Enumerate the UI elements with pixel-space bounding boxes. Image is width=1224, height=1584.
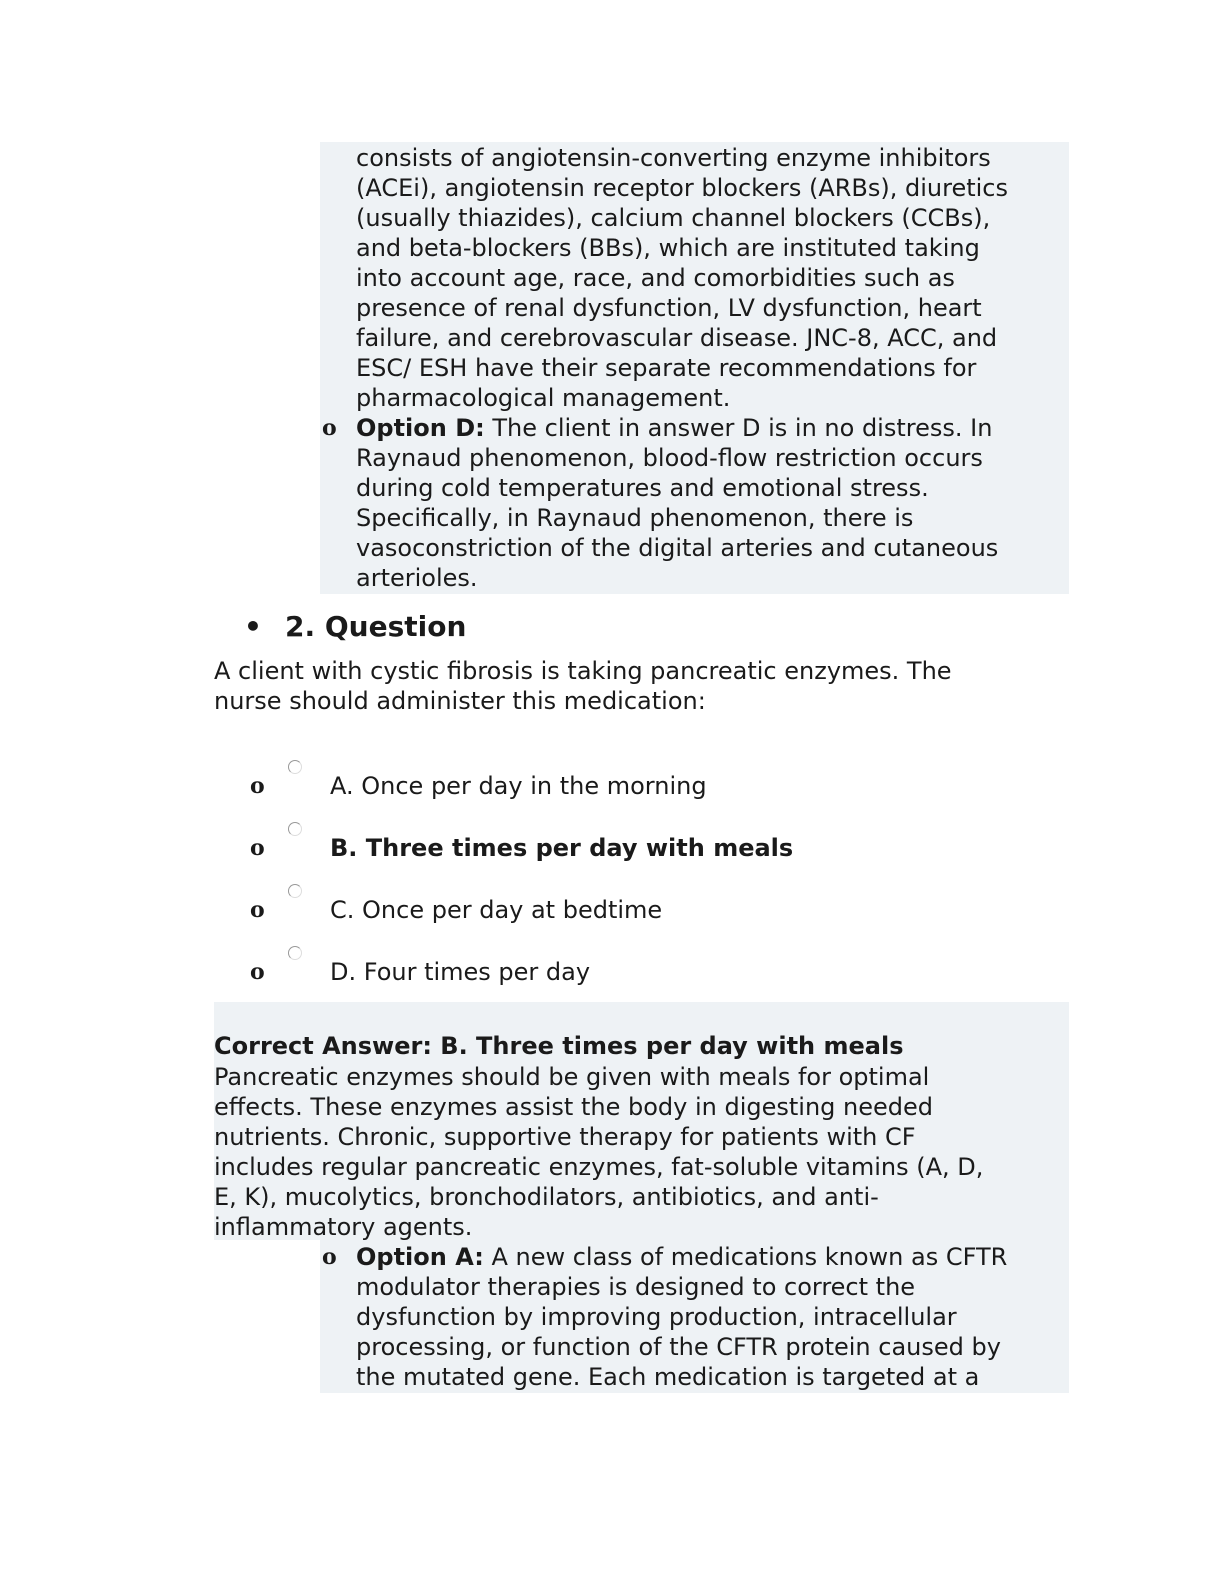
question-heading: 2. Question [285,610,467,643]
explanation-line: failure, and cerebrovascular disease. JNC-8, ACC, and [356,324,998,352]
option-d-line: Raynaud phenomenon, blood-flow restriction occurs [356,444,983,472]
answer-explanation-line: includes regular pancreatic enzymes, fat-soluble vitamins (A, D, [214,1153,984,1181]
list-marker: o [250,959,265,985]
answer-option-a: A. Once per day in the morning [330,772,707,800]
answer-option-d: D. Four times per day [330,958,591,986]
option-a-line: modulator therapies is designed to correct the [356,1273,916,1301]
explanation-line: pharmacological management. [356,384,731,412]
answer-radio[interactable] [288,884,302,898]
question-text: nurse should administer this medication: [214,687,706,715]
answer-radio[interactable] [288,946,302,960]
correct-answer-label: Correct Answer: B. Three times per day with meals [214,1032,904,1060]
question-bullet: • [244,610,262,643]
answer-option-c: C. Once per day at bedtime [330,896,663,924]
question-text: A client with cystic fibrosis is taking pancreatic enzymes. The [214,657,952,685]
option-a-line: processing, or function of the CFTR protein caused by [356,1333,1001,1361]
explanation-line: and beta-blockers (BBs), which are instituted taking [356,234,980,262]
option-d-label: Option D: [356,414,485,442]
list-marker: o [250,835,265,861]
explanation-line: (usually thiazides), calcium channel blockers (CCBs), [356,204,991,232]
option-a-line [356,1242,1007,1272]
option-d-line: Specifically, in Raynaud phenomenon, there is [356,504,914,532]
option-a-line: the mutated gene. Each medication is targeted at a [356,1363,980,1391]
answer-radio[interactable] [288,822,302,836]
option-d-text: The client in answer D is in no distress. In [484,414,993,442]
explanation-line: (ACEi), angiotensin receptor blockers (ARBs), diuretics [356,174,1008,202]
list-marker: o [250,897,265,923]
explanation-line: consists of angiotensin-converting enzyme inhibitors [356,144,991,172]
answer-option-b: B. Three times per day with meals [330,834,794,862]
answer-radio[interactable] [288,760,302,774]
answer-explanation-line: nutrients. Chronic, supportive therapy for patients with CF [214,1123,916,1151]
explanation-line: ESC/ ESH have their separate recommendations for [356,354,977,382]
answer-explanation-line: Pancreatic enzymes should be given with meals for optimal [214,1063,930,1091]
list-marker: o [322,1244,337,1270]
answer-explanation-line: inflammatory agents. [214,1213,473,1241]
option-a-line: dysfunction by improving production, intracellular [356,1303,957,1331]
option-d-line: vasoconstriction of the digital arteries and cutaneous [356,534,999,562]
list-marker: o [322,415,337,441]
explanation-line: into account age, race, and comorbidities such as [356,264,955,292]
explanation-line: presence of renal dysfunction, LV dysfunction, heart [356,294,982,322]
option-a-text: A new class of medications known as CFTR [483,1243,1008,1271]
answer-explanation-line: E, K), mucolytics, bronchodilators, antibiotics, and anti- [214,1183,879,1211]
answer-explanation-line: effects. These enzymes assist the body in digesting needed [214,1093,933,1121]
list-marker: o [250,773,265,799]
option-d-line: arterioles. [356,564,478,592]
option-d-line [356,413,992,443]
option-d-line: during cold temperatures and emotional stress. [356,474,929,502]
option-a-label: Option A: [356,1243,484,1271]
